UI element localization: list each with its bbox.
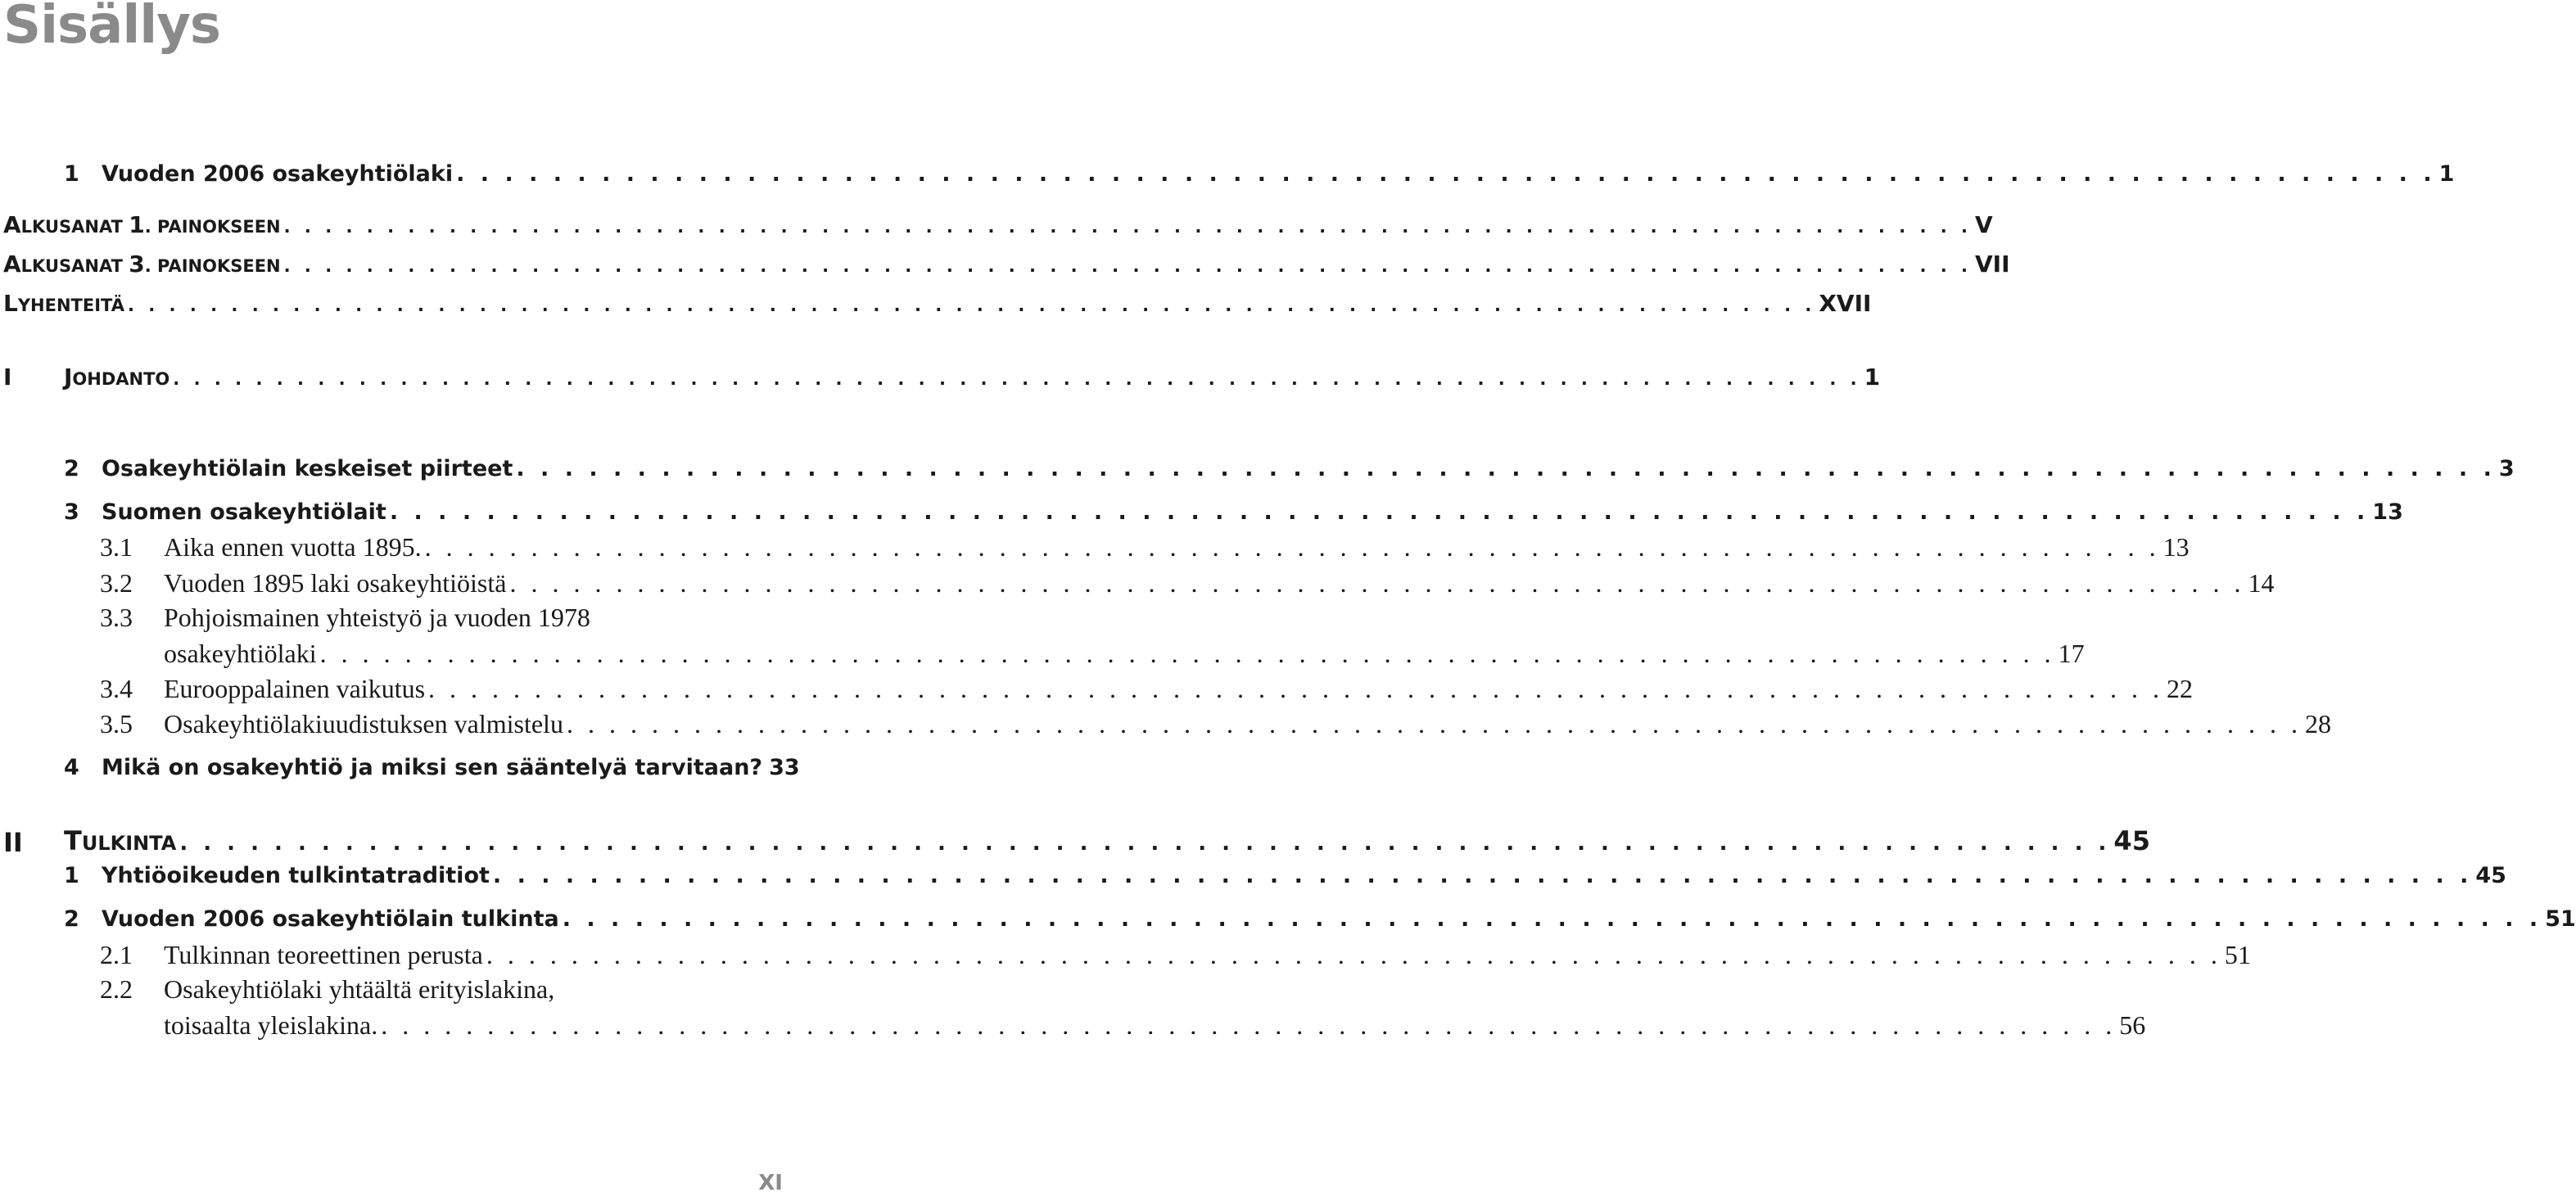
toc-chapter[interactable] [102,456,2515,481]
dot-leader [509,568,2244,598]
toc-section[interactable] [164,639,2085,669]
section-number: 2.1 [100,940,133,969]
toc-entry-label: JOHDANTO [64,364,170,391]
page-number: 3 [2498,456,2515,481]
section-number: 3.4 [100,674,133,703]
page-title: Sisällys [3,0,220,56]
dot-leader [563,906,2542,932]
dot-leader [284,217,1972,237]
dot-leader [516,456,2495,481]
chapter-number: 3 [64,499,79,525]
toc-entry-label: Tulkinnan teoreettinen perusta [164,940,483,969]
page-number: 13 [2162,532,2190,562]
toc-entry-label: toisaalta yleislakina. [164,1010,378,1040]
page-number: 33 [769,755,800,780]
page-number: 45 [2475,863,2506,888]
dot-leader [456,161,2435,187]
toc-entry-label: osakeyhtiölaki [164,639,317,668]
toc-entry-label: Aika ennen vuotta 1895. [164,532,422,562]
part-numeral: I [3,364,12,391]
toc-entry-label: Eurooppalainen vaikutus [164,674,426,703]
dot-leader [179,831,2110,856]
page-number: VII [1975,251,2010,278]
page-number: 13 [2372,499,2403,525]
chapter-number: 2 [64,906,79,932]
chapter-number: 1 [64,863,79,888]
toc-section[interactable] [164,674,2194,704]
toc-section[interactable] [164,532,2190,562]
chapter-number: 1 [64,161,79,187]
toc-chapter[interactable] [102,863,2506,888]
dot-leader [390,499,2369,525]
toc-section-line1[interactable]: Osakeyhtiölaki yhtäältä erityislakina, [164,974,555,1004]
page-number: 51 [2224,940,2251,969]
page-number: 1 [1864,364,1881,391]
page-number: V [1975,211,1993,238]
section-number: 3.1 [100,532,133,562]
toc-part-johdanto[interactable] [64,364,1881,391]
toc-entry-label: Osakeyhtiölain keskeiset piirteet [102,456,513,481]
toc-entry-abbreviations[interactable] [3,290,1872,317]
toc-entry-preface-1[interactable] [3,211,1993,238]
dot-leader [284,256,1972,276]
section-number: 2.2 [100,974,133,1004]
dot-leader [486,940,2221,970]
toc-entry-label: Mikä on osakeyhtiö ja miksi sen sääntelyä tarvitaan? [102,755,763,780]
toc-chapter[interactable] [102,499,2403,525]
toc-chapter[interactable] [102,755,800,780]
toc-entry-label: LYHENTEITÄ [3,290,124,317]
page-number: 56 [2119,1010,2146,1040]
toc-section[interactable] [164,1010,2146,1041]
toc-entry-label: ALKUSANAT 3. PAINOKSEEN [3,251,281,278]
dot-leader [567,709,2302,739]
page-number: 22 [2167,674,2194,703]
page-number: 14 [2248,568,2275,598]
page-number: XVII [1819,290,1872,317]
toc-section[interactable] [164,940,2251,970]
toc-entry-label: Vuoden 2006 osakeyhtiölain tulkinta [102,906,559,932]
toc-part-tulkinta[interactable] [64,825,2150,856]
toc-chapter[interactable] [102,161,2455,187]
toc-section-line1[interactable]: Pohjoismainen yhteistyö ja vuoden 1978 [164,603,590,632]
toc-entry-label: Osakeyhtiölakiuudistuksen valmistelu [164,709,563,739]
toc-entry-label: Vuoden 2006 osakeyhtiölaki [102,161,454,187]
page-number: 28 [2304,709,2331,739]
dot-leader [428,674,2163,704]
section-number: 3.5 [100,709,133,739]
page-number: 51 [2545,906,2576,932]
dot-leader [173,369,1860,389]
toc-entry-label: Yhtiöoikeuden tulkintatraditiot [102,863,490,888]
toc-entry-preface-3[interactable] [3,251,2010,278]
dot-leader [128,296,1815,315]
toc-section[interactable] [164,568,2275,598]
part-numeral: II [3,827,23,858]
toc-entry-label: TULKINTA [64,825,177,856]
dot-leader [425,532,2160,562]
dot-leader [381,1010,2116,1041]
toc-entry-label: Vuoden 1895 laki osakeyhtiöistä [164,568,507,598]
toc-section[interactable] [164,709,2331,739]
page-number: 17 [2058,639,2085,668]
footer-page-number: XI [758,1171,783,1195]
dot-leader [320,639,2055,669]
toc-entry-label: ALKUSANAT 1. PAINOKSEEN [3,211,281,238]
section-number: 3.2 [100,568,133,598]
page-number: 1 [2438,161,2455,187]
section-number: 3.3 [100,603,133,632]
toc-entry-label: Suomen osakeyhtiölait [102,499,386,525]
chapter-number: 2 [64,456,79,481]
dot-leader [493,863,2472,888]
toc-chapter[interactable] [102,906,2576,932]
chapter-number: 4 [64,755,79,780]
page-number: 45 [2113,825,2150,856]
